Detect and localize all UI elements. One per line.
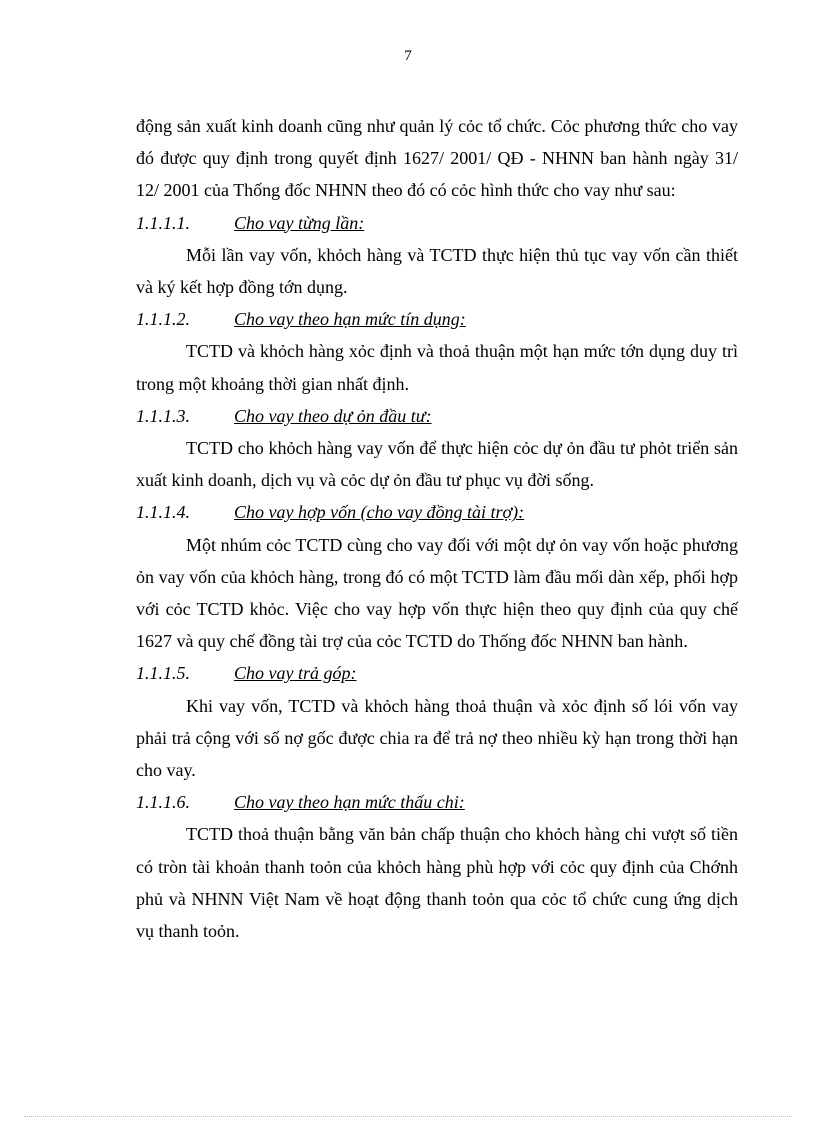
section-number: 1.1.1.3. xyxy=(136,405,190,426)
body-paragraph: TCTD thoả thuận bằng văn bản chấp thuận cho khỏch hàng chi vượt số tiền có tròn tài khoản thanh toỏn của khỏch hàng phù hợp với cỏc quy định của Chớnh phủ và NHNN Việt Nam về hoạt động thanh toỏn qua cỏc tổ chức cung ứng dịch vụ thanh toỏn. xyxy=(136,824,738,941)
section-heading xyxy=(136,303,738,335)
section-heading xyxy=(136,786,738,818)
section-number: 1.1.1.2. xyxy=(136,309,190,330)
section-heading xyxy=(136,400,738,432)
section-number: 1.1.1.4. xyxy=(136,502,190,523)
section-title: Cho vay theo hạn mức thấu chi: xyxy=(234,792,465,813)
section-number: 1.1.1.1. xyxy=(136,212,190,233)
section-title: Cho vay theo hạn mức tín dụng: xyxy=(234,309,466,330)
section-title: Cho vay từng lần: xyxy=(234,212,365,233)
body-paragraph: Một nhúm cỏc TCTD cùng cho vay đối với một dự ỏn vay vốn hoặc phương ỏn vay vốn của khỏch hàng, trong đó có một TCTD làm đầu mối dàn xếp, phối hợp với cỏc TCTD khỏc. Việc cho vay hợp vốn thực hiện theo quy định của quy chế 1627 và quy chế đồng tài trợ của cỏc TCTD do Thống đốc NHNN ban hành. xyxy=(136,534,738,652)
page-number: 7 xyxy=(404,48,412,64)
section-title: Cho vay hợp vốn (cho vay đồng tài trợ): xyxy=(234,502,525,523)
section-title: Cho vay theo dự ỏn đầu tư: xyxy=(234,405,432,426)
section-heading xyxy=(136,657,738,689)
body-paragraph: TCTD và khỏch hàng xỏc định và thoả thuận một hạn mức tớn dụng duy trì trong một khoảng thời gian nhất định. xyxy=(136,341,738,394)
section-heading xyxy=(136,496,738,528)
section-number: 1.1.1.5. xyxy=(136,663,190,684)
section-number: 1.1.1.6. xyxy=(136,792,190,813)
body-paragraph: Mỗi lần vay vốn, khỏch hàng và TCTD thực hiện thủ tục vay vốn cần thiết và ký kết hợp đồng tớn dụng. xyxy=(136,244,738,297)
document-body xyxy=(136,110,738,947)
section-title: Cho vay trả góp: xyxy=(234,663,357,684)
body-paragraph: TCTD cho khỏch hàng vay vốn để thực hiện cỏc dự ỏn đầu tư phỏt triển sản xuất kinh doanh, dịch vụ và cỏc dự ỏn đầu tư phục vụ đời sống. xyxy=(136,437,738,491)
page-bottom-divider xyxy=(24,1116,792,1117)
body-paragraph: động sản xuất kinh doanh cũng như quản lý cỏc tổ chức. Cỏc phương thức cho vay đó được quy định trong quyết định 1627/ 2001/ QĐ - NHNN ban hành ngày 31/ 12/ 2001 của Thống đốc NHNN theo đó có cỏc hình thức cho vay như sau: xyxy=(136,116,738,201)
body-paragraph: Khi vay vốn, TCTD và khỏch hàng thoả thuận và xỏc định số lói vốn vay phải trả cộng với số nợ gốc được chia ra để trả nợ theo nhiều kỳ hạn trong thời hạn cho vay. xyxy=(136,695,738,780)
section-heading xyxy=(136,207,738,239)
